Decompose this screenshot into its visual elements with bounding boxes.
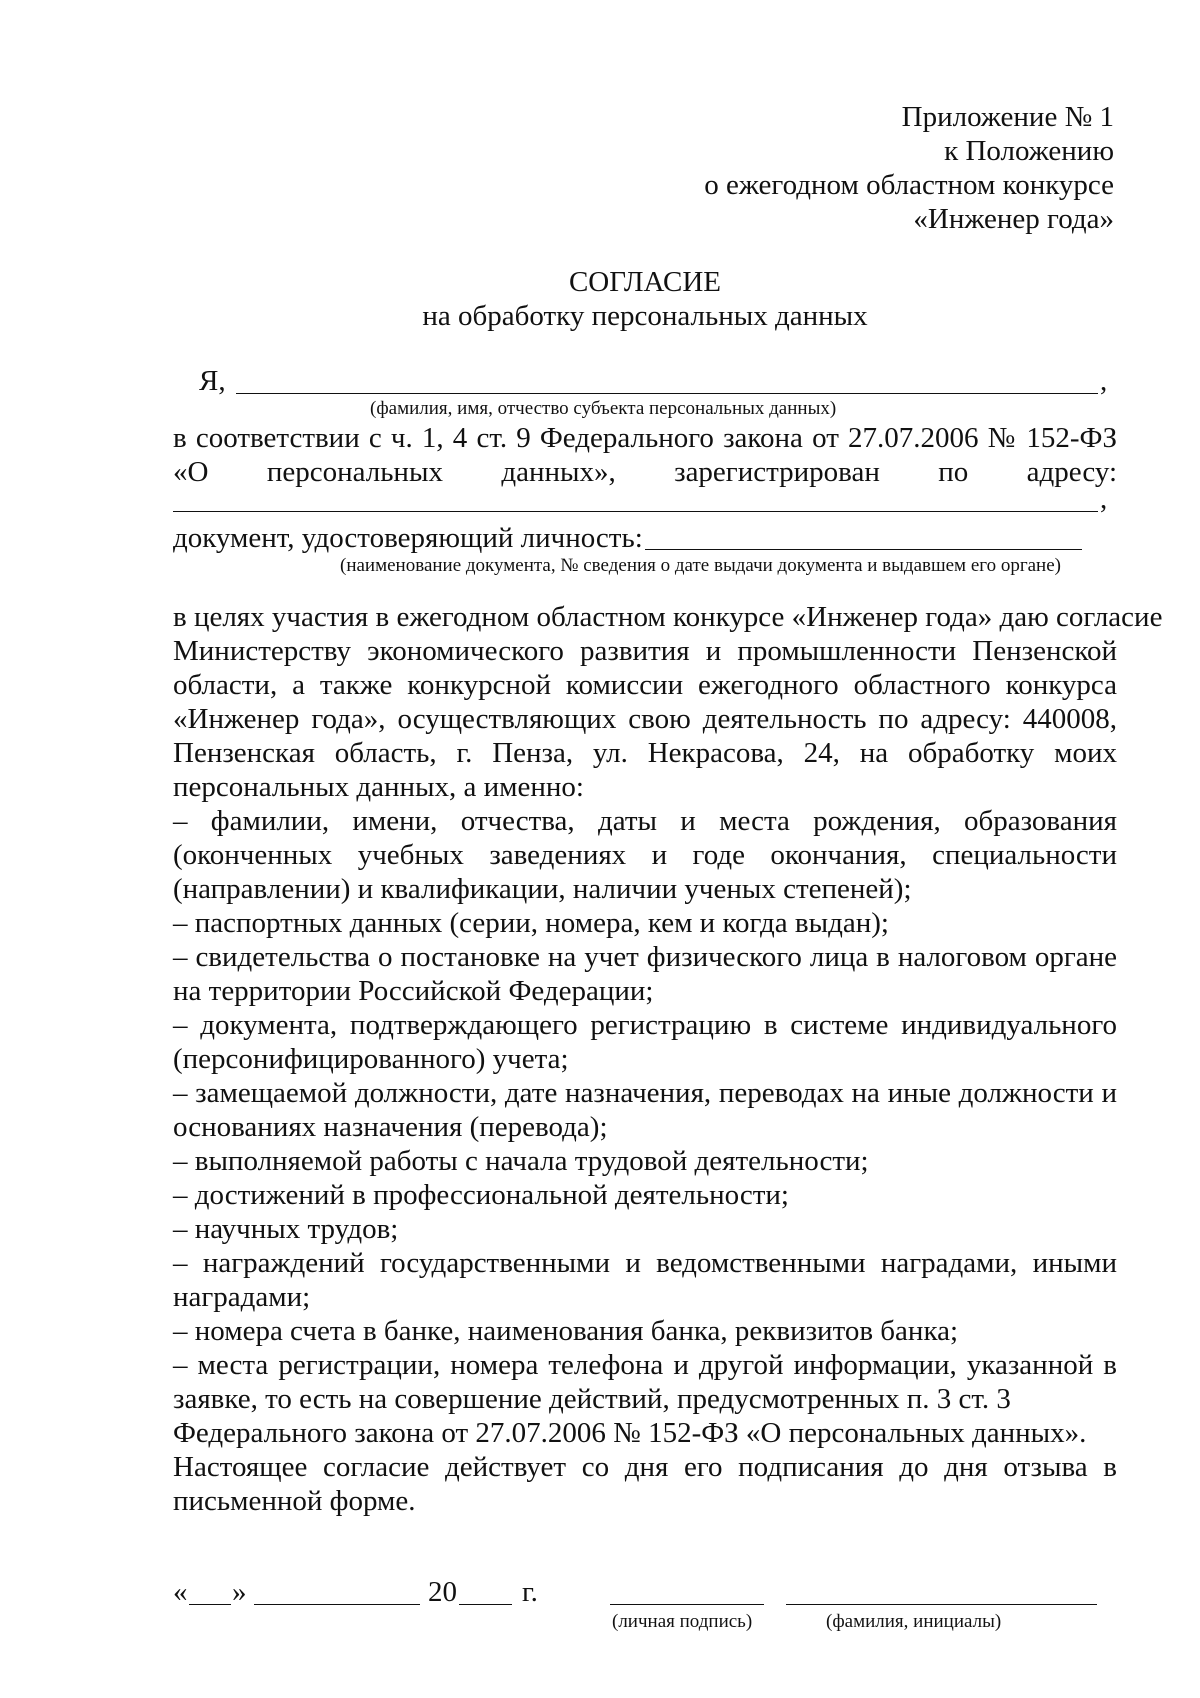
date-close-quote: » bbox=[232, 1576, 247, 1608]
date-year-prefix: 20 bbox=[428, 1576, 457, 1608]
data-item-registration: – места регистрации, номера телефона и другой информации, указанной в bbox=[173, 1349, 1117, 1381]
data-item-tax-registration: – свидетельства о постановке на учет физического лица в налоговом органе bbox=[173, 941, 1117, 973]
data-item-bank: – номера счета в банке, наименования банка, реквизитов банка; bbox=[173, 1315, 959, 1347]
data-item-personal: (оконченных учебных заведениях и годе окончания, специальности bbox=[173, 839, 1117, 871]
data-item-individual-accounting: (персонифицированного) учета; bbox=[173, 1043, 569, 1075]
subject-name-comma: , bbox=[1100, 365, 1108, 397]
data-item-achievements: – достижений в профессиональной деятельности; bbox=[173, 1179, 789, 1211]
date-open-quote: « bbox=[173, 1576, 188, 1608]
address-comma: , bbox=[1100, 483, 1108, 515]
date-month-blank[interactable] bbox=[254, 1604, 420, 1605]
subject-prefix: Я, bbox=[199, 365, 226, 397]
data-item-registration: Федерального закона от 27.07.2006 № 152-ФЗ «О персональных данных». bbox=[173, 1417, 1087, 1449]
appendix-competition: о ежегодном областном конкурсе bbox=[704, 169, 1114, 201]
date-day-blank[interactable] bbox=[189, 1604, 231, 1605]
data-item-personal: – фамилии, имени, отчества, даты и места рождения, образования bbox=[173, 805, 1117, 837]
validity-statement: письменной форме. bbox=[173, 1485, 416, 1517]
data-item-individual-accounting: – документа, подтверждающего регистрацию в системе индивидуального bbox=[173, 1009, 1117, 1041]
consent-paragraph-line: в целях участия в ежегодном областном конкурсе «Инженер года» даю согласие bbox=[173, 601, 1163, 633]
identity-document-hint: (наименование документа, № сведения о дате выдачи документа и выдавшем его органе) bbox=[340, 555, 1061, 576]
signature-hint: (личная подпись) bbox=[612, 1611, 753, 1632]
validity-statement: Настоящее согласие действует со дня его подписания до дня отзыва в bbox=[173, 1451, 1117, 1483]
consent-paragraph-line: области, а также конкурсной комиссии ежегодного областного конкурса bbox=[173, 669, 1117, 701]
appendix-number: Приложение № 1 bbox=[901, 101, 1114, 133]
data-item-passport: – паспортных данных (серии, номера, кем и когда выдан); bbox=[173, 907, 889, 939]
date-year-blank[interactable] bbox=[459, 1604, 512, 1605]
date-year-suffix: г. bbox=[522, 1576, 538, 1608]
data-item-registration: заявке, то есть на совершение действий, предусмотренных п. 3 ст. 3 bbox=[173, 1383, 1011, 1415]
document-title: СОГЛАСИЕ bbox=[568, 266, 722, 298]
appendix-competition-name: «Инженер года» bbox=[913, 203, 1114, 235]
signature-blank[interactable] bbox=[610, 1604, 764, 1605]
data-item-awards: – награждений государственными и ведомственными наградами, иными bbox=[173, 1247, 1117, 1279]
name-initials-blank[interactable] bbox=[786, 1604, 1097, 1605]
consent-paragraph-line: «Инженер года», осуществляющих свою деятельность по адресу: 440008, bbox=[173, 703, 1117, 735]
data-item-publications: – научных трудов; bbox=[173, 1213, 399, 1245]
subject-name-hint: (фамилия, имя, отчество субъекта персональных данных) bbox=[370, 398, 837, 419]
identity-document-label: документ, удостоверяющий личность: bbox=[173, 522, 643, 554]
law-name-line: «О персональных данных», зарегистрирован по адресу: bbox=[173, 456, 1118, 488]
name-initials-hint: (фамилия, инициалы) bbox=[826, 1611, 1002, 1632]
data-item-position: – замещаемой должности, дате назначения, переводах на иные должности и bbox=[173, 1077, 1117, 1109]
data-item-awards: наградами; bbox=[173, 1281, 311, 1313]
consent-paragraph-line: персональных данных, а именно: bbox=[173, 771, 584, 803]
consent-paragraph-line: Пензенская область, г. Пенза, ул. Некрасова, 24, на обработку моих bbox=[173, 737, 1117, 769]
appendix-reference: к Положению bbox=[944, 135, 1114, 167]
data-item-personal: (направлении) и квалификации, наличии ученых степеней); bbox=[173, 873, 912, 905]
data-item-tax-registration: на территории Российской Федерации; bbox=[173, 975, 654, 1007]
law-reference-line: в соответствии с ч. 1, 4 ст. 9 Федерального закона от 27.07.2006 № 152-ФЗ bbox=[173, 422, 1117, 454]
address-blank[interactable] bbox=[173, 511, 1098, 512]
document-subtitle: на обработку персональных данных bbox=[422, 300, 868, 332]
data-item-work: – выполняемой работы с начала трудовой деятельности; bbox=[173, 1145, 869, 1177]
data-item-position: основаниях назначения (перевода); bbox=[173, 1111, 608, 1143]
identity-document-blank[interactable] bbox=[645, 549, 1082, 550]
subject-name-blank[interactable] bbox=[236, 393, 1098, 394]
consent-paragraph-line: Министерству экономического развития и промышленности Пензенской bbox=[173, 635, 1117, 667]
